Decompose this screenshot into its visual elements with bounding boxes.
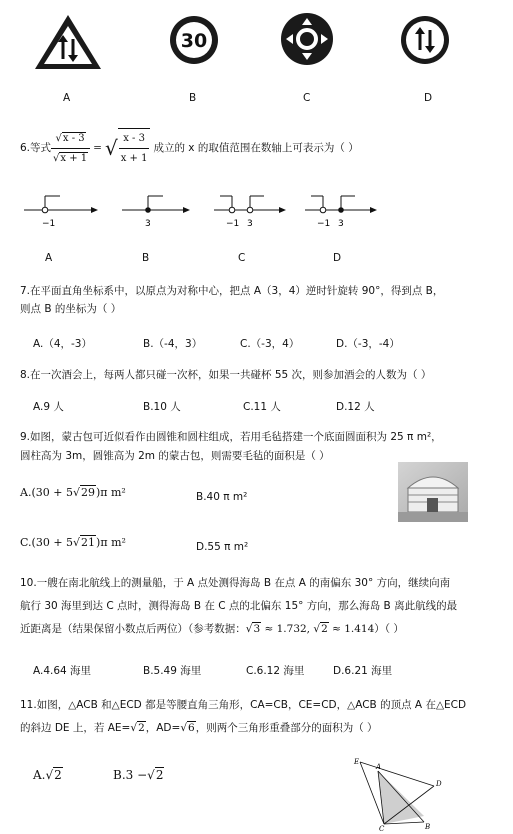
- speed-limit-sign: [168, 14, 220, 66]
- triangle-figure: [352, 756, 448, 832]
- question-10-line-1: 10.一艘在南北航线上的测量船，于 A 点处测得海岛 B 在点 A 的南偏东 30° 方向，继续向南: [20, 577, 451, 589]
- fig-label-a: A: [376, 763, 382, 771]
- q6-lhs-fraction: $\frac{√x - 3}{√x + 1}$: [51, 129, 90, 168]
- axis-d-label-2: 3: [338, 219, 344, 229]
- q6-rhs-num: x - 3: [119, 129, 150, 149]
- q6-rhs-den: x + 1: [120, 153, 148, 164]
- q7-option-d[interactable]: D.（-3，-4）: [336, 338, 400, 350]
- q6-option-c[interactable]: C: [238, 252, 246, 264]
- question-8-line-1: 8.在一次酒会上，每两人都只碰一次杯，如果一共碰杯 55 次，则参加酒会的人数为（ ）: [20, 369, 432, 381]
- q6-suffix: 成立的 x 的取值范围在数轴上可表示为（ ）: [153, 141, 359, 154]
- question-7-line-1: 7.在平面直角坐标系中，以原点为对称中心，把点 A（3，4）逆时针旋转 90°，得到点 B，: [20, 285, 444, 297]
- q6-prefix: 6.等式: [20, 141, 52, 154]
- q10-option-a[interactable]: A.4.64 海里: [33, 665, 92, 677]
- two-way-traffic-sign: [399, 14, 451, 66]
- q6-lhs-num: x - 3: [62, 132, 85, 144]
- q6-option-d[interactable]: D: [333, 252, 342, 264]
- question-9-line-2: 圆柱高为 3m，圆锥高为 2m 的蒙古包，则需要毛毡的面积是（ ）: [20, 450, 330, 462]
- q8-option-b[interactable]: B.10 人: [143, 401, 181, 413]
- q11-option-b[interactable]: B.3 −√2: [113, 768, 164, 782]
- question-7-line-2: 则点 B 的坐标为（ ）: [20, 303, 122, 315]
- yurt-photo: [398, 462, 468, 522]
- axis-c-label-2: 3: [247, 219, 253, 229]
- q6-option-b[interactable]: B: [142, 252, 150, 264]
- q9-option-d[interactable]: D.55 π m²: [196, 541, 249, 553]
- q6-option-a[interactable]: A: [45, 252, 53, 264]
- question-10-line-3: 近距离是（结果保留小数点后两位）（参考数据：√3 ≈ 1.732, √2 ≈ 1.414）（ ）: [20, 623, 404, 635]
- q6-rhs-fraction: [118, 128, 151, 168]
- number-line-b: [118, 190, 198, 232]
- q7-option-b[interactable]: B.（-4，3）: [143, 338, 203, 350]
- question-10-line-2: 航行 30 海里到达 C 点时，测得海岛 B 在 C 点的北偏东 15° 方向，那么海岛 B 离此航线的最: [20, 600, 458, 612]
- sign-label-a: A: [63, 92, 71, 104]
- number-line-a: [20, 190, 100, 232]
- warning-triangle-sign: [32, 12, 104, 72]
- axis-b-label: 3: [145, 219, 151, 229]
- question-11-line-1: 11.如图，△ACB 和△ECD 都是等腰直角三角形，CA=CB，CE=CD，△ACB 的顶点 A 在△ECD: [20, 699, 467, 711]
- axis-c-label-1: −1: [226, 219, 240, 229]
- q8-option-c[interactable]: C.11 人: [243, 401, 281, 413]
- q9-option-c[interactable]: C.(30 + 5√21)π m²: [20, 536, 126, 549]
- fig-label-b: B: [425, 823, 431, 831]
- q10-option-c[interactable]: C.6.12 海里: [246, 665, 305, 677]
- q7-option-a[interactable]: A.（4，-3）: [33, 338, 92, 350]
- number-line-c: [212, 190, 292, 232]
- q7-option-c[interactable]: C.（-3，4）: [240, 338, 300, 350]
- question-11-line-2: 的斜边 DE 上，若 AE=√2，AD=√6，则两个三角形重叠部分的面积为（ ）: [20, 722, 378, 734]
- q9-option-a[interactable]: A.(30 + 5√29)π m²: [20, 486, 126, 499]
- fig-label-d: D: [436, 780, 442, 788]
- q10-option-d[interactable]: D.6.21 海里: [333, 665, 393, 677]
- axis-d-label-1: −1: [317, 219, 331, 229]
- question-6-stem: 6.等式 $\frac{√x - 3}{√x + 1}$ = √ $\frac{x - 3}{x + 1}$ 成立的 x 的取值范围在数轴上可表示为（ ）: [20, 128, 359, 168]
- axis-a-label: −1: [42, 219, 56, 229]
- sign-label-c: C: [303, 92, 311, 104]
- question-9-line-1: 9.如图，蒙古包可近似看作由圆锥和圆柱组成，若用毛毡搭建一个底面圆面积为 25 π m²，: [20, 431, 442, 443]
- q10-option-b[interactable]: B.5.49 海里: [143, 665, 202, 677]
- roundabout-sign: [280, 12, 334, 66]
- q11-option-a[interactable]: A.√2: [33, 768, 62, 782]
- sign-label-d: D: [424, 92, 433, 104]
- fig-label-e: E: [354, 758, 360, 766]
- fig-label-c: C: [379, 825, 385, 832]
- speed-limit-number: 30: [180, 30, 208, 52]
- q8-option-d[interactable]: D.12 人: [336, 401, 375, 413]
- sign-label-b: B: [189, 92, 197, 104]
- q8-option-a[interactable]: A.9 人: [33, 401, 64, 413]
- number-line-d: [303, 190, 383, 232]
- q6-lhs-den: x + 1: [60, 152, 88, 164]
- q9-option-b[interactable]: B.40 π m²: [196, 491, 248, 503]
